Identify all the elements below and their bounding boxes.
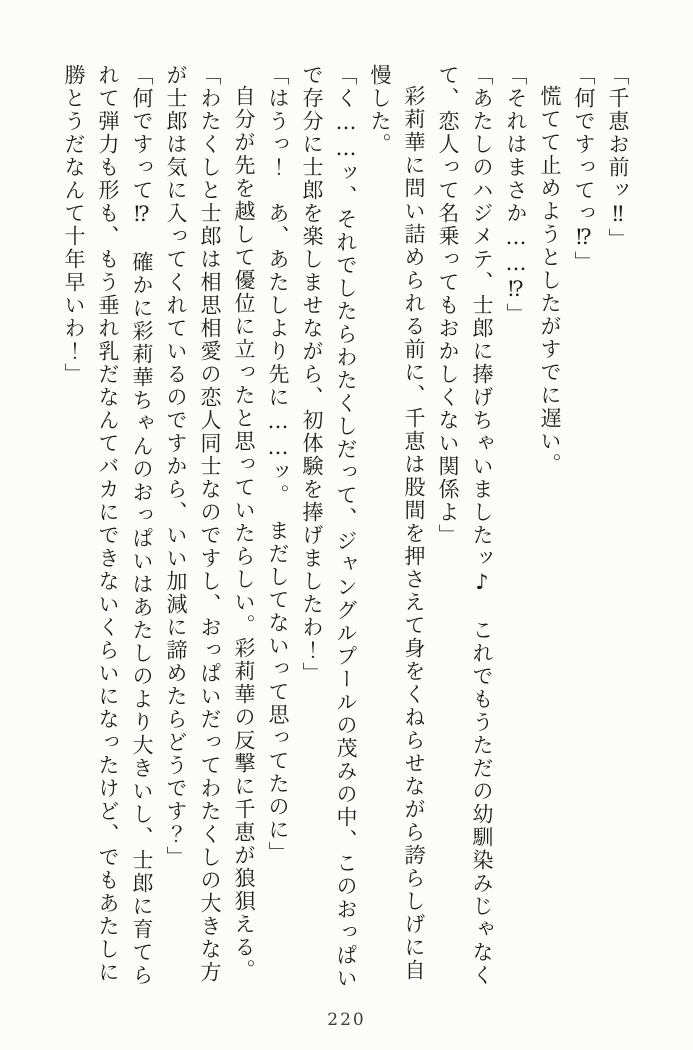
paragraph: 「何ですってっ⁉」: [572, 64, 596, 274]
page-number: 220: [327, 1010, 366, 1030]
paragraph: 自分が先を越して優位に立ったと思っていたらしい。彩莉華の反撃に千恵が狼狽える。: [232, 85, 256, 982]
vertical-text-block: [55, 64, 635, 990]
paragraph: 「千恵お前ッ‼」: [606, 64, 630, 251]
paragraph: 慌てて止めようとしたがすでに遅い。: [538, 85, 562, 476]
paragraph: 「それはまさか……⁉」: [504, 64, 528, 326]
paragraph: 「あたしのハジメテ、士郎に捧げちゃいましたッ♪ これでもうただの幼馴染みじゃなくて、恋人って名乗ってもおかしくない関係よ」: [436, 64, 494, 987]
paragraph: 彩莉華に問い詰められる前に、千恵は股間を押さえて身をくねらせながら誇らしげに自慢した。: [368, 64, 426, 982]
paragraph: 「わたくしと士郎は相思相愛の恋人同士なのですし、おっぱいだってわたくしの大きな方が士郎は気に入ってくれているのですから、いい加減に諦めたらどうです？」: [164, 64, 222, 984]
paragraph: 「はうっ！ あ、あたしより先に……ッ。 まだしてないって思ってたのに」: [266, 64, 290, 865]
paragraph: 「何ですって⁉ 確かに彩莉華ちゃんのおっぱいはあたしのより大きいし、士郎に育てられて弾力も形も、もう垂れ乳だなんてバカにできないくらいになったけど、でもあたしに勝とうだなんて十年早いわ！」: [62, 64, 154, 987]
paragraph: 「く……ッ、それでしたらわたくしだって、ジャングルプールの茂みの中、このおっぱいで存分に士郎を楽しませながら、初体験を捧げましたわ！」: [300, 64, 358, 990]
